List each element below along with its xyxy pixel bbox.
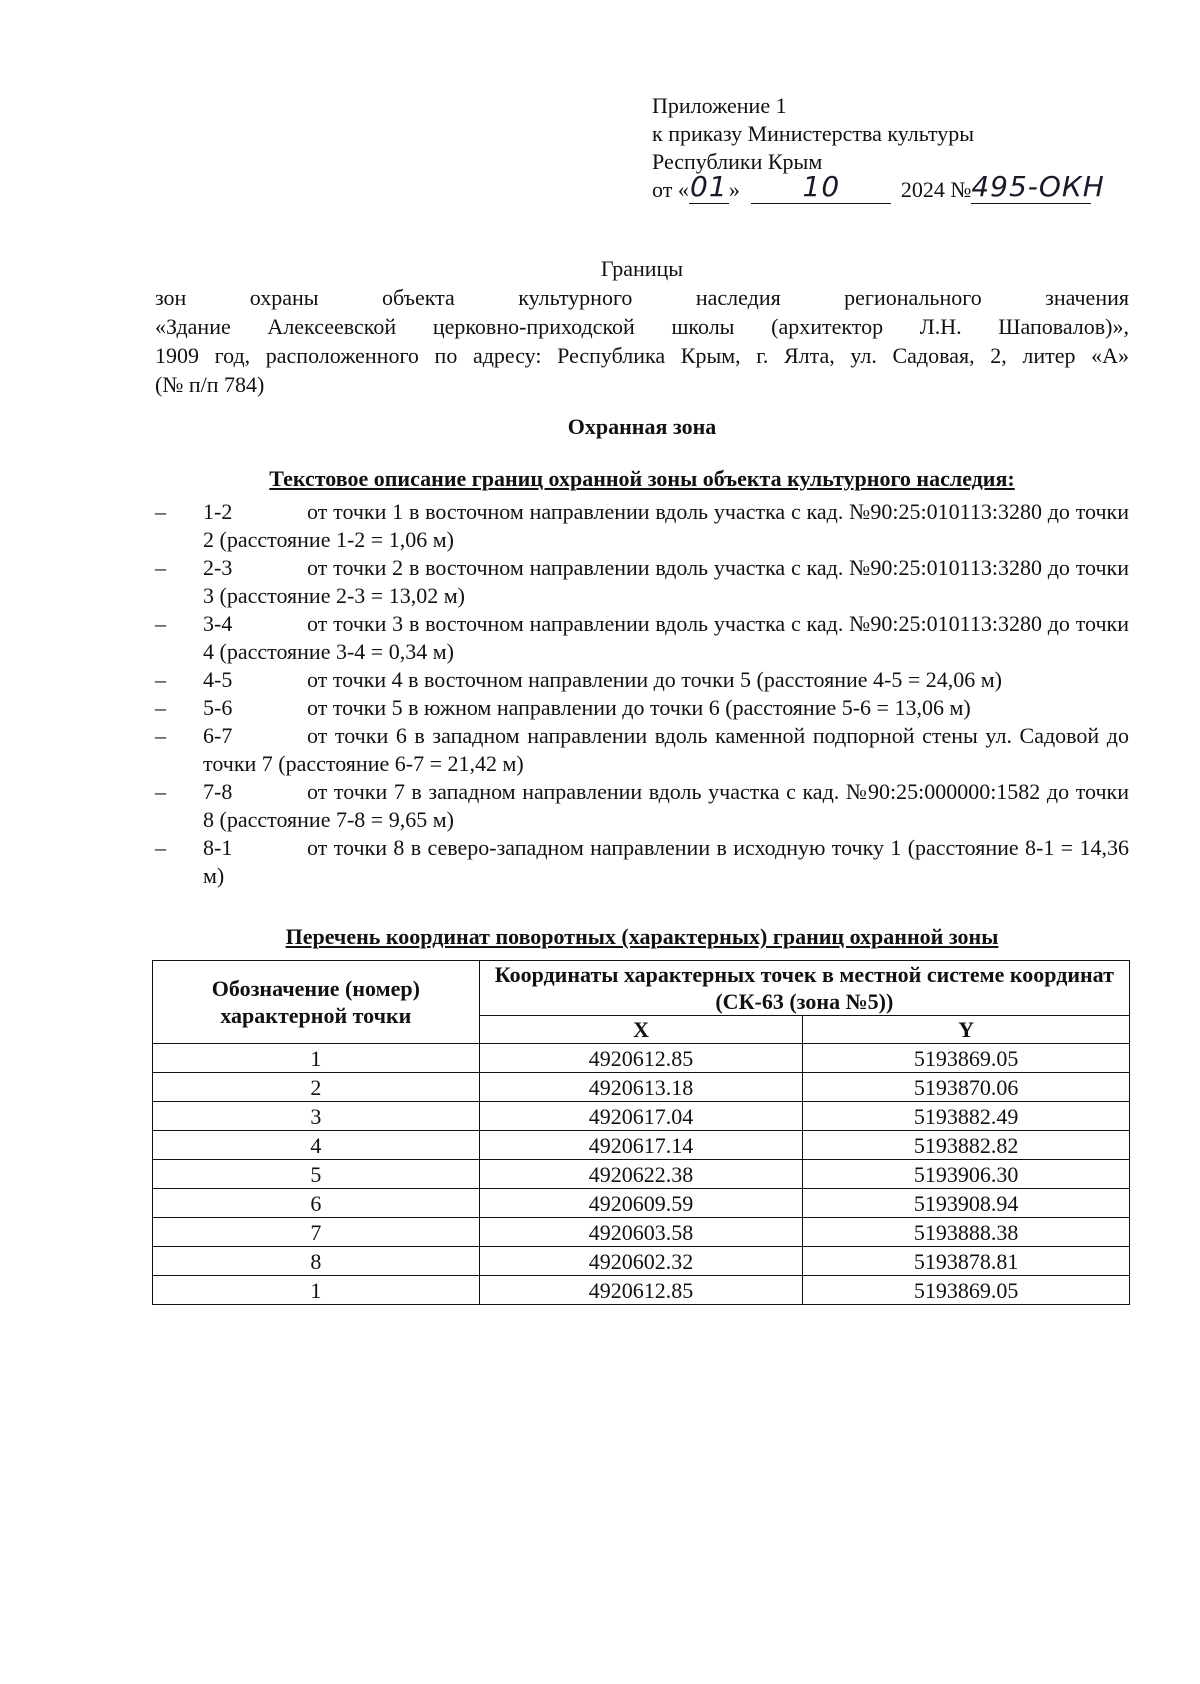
y-value: 5193908.94 [803,1189,1130,1218]
handwritten-order-number: 495-ОКН [971,170,1105,203]
document-title [155,254,1129,399]
segment-code: 3-4 [203,611,233,636]
day-close: » [728,177,740,202]
month-blank [751,170,891,204]
handwritten-month: 10 [802,170,841,203]
segment-item [155,722,1129,778]
x-value: 4920613.18 [479,1073,803,1102]
segment-text: от точки 3 в восточном направлении вдоль участка с кад. №90:25:010113:3280 до точки 4 (расстояние 3-4 = 0,34 м) [203,611,1129,664]
y-header: Y [803,1016,1130,1044]
x-value: 4920617.04 [479,1102,803,1131]
title-line-2: «Здание Алексеевской церковно-приходской школы (архитектор Л.Н. Шаповалов)», [155,314,1129,339]
table-row [153,1131,1130,1160]
handwritten-day: 01 [690,170,728,203]
y-value: 5193882.82 [803,1131,1130,1160]
segment-code: 8-1 [203,835,233,860]
segment-code: 5-6 [203,695,233,720]
segment-text: от точки 4 в восточном направлении до точки 5 (расстояние 4-5 = 24,06 м) [307,667,1002,692]
date-prefix: от « [652,177,689,202]
point-number: 6 [153,1189,480,1218]
segment-item [155,610,1129,666]
table-row [153,1160,1130,1189]
segment-text: от точки 5 в южном направлении до точки 6 (расстояние 5-6 = 13,06 м) [307,695,971,720]
segment-item [155,666,1129,694]
zone-heading: Охранная зона [567,414,717,439]
segment-item [155,778,1129,834]
y-value: 5193888.38 [803,1218,1130,1247]
point-number-header: Обозначение (номер) характерной точки [153,961,480,1044]
appendix-line-3: Республики Крым [652,149,823,174]
x-value: 4920617.14 [479,1131,803,1160]
segment-code: 4-5 [203,667,233,692]
table-row [153,1073,1130,1102]
coordinates-table [152,960,1130,1305]
y-value: 5193870.06 [803,1073,1130,1102]
x-header: X [479,1016,803,1044]
y-value: 5193869.05 [803,1044,1130,1073]
segment-list [155,498,1129,890]
number-blank [971,170,1105,204]
point-number: 4 [153,1131,480,1160]
x-value: 4920622.38 [479,1160,803,1189]
point-number: 1 [153,1276,480,1305]
list-dash: – [155,695,166,720]
table-row [153,1102,1130,1131]
table-row [153,1247,1130,1276]
y-value: 5193882.49 [803,1102,1130,1131]
appendix-line-2: к приказу Министерства культуры [652,121,975,146]
point-number: 5 [153,1160,480,1189]
segment-item [155,834,1129,890]
segment-item [155,498,1129,554]
text-description-heading: Текстовое описание границ охранной зоны объекта культурного наследия: [269,466,1015,491]
y-value: 5193906.30 [803,1160,1130,1189]
table-row [153,1276,1130,1305]
table-row [153,1189,1130,1218]
segment-code: 2-3 [203,555,233,580]
segment-item [155,694,1129,722]
list-dash: – [155,835,166,860]
list-dash: – [155,611,166,636]
day-blank [689,170,729,204]
x-value: 4920603.58 [479,1218,803,1247]
point-number: 7 [153,1218,480,1247]
segment-code: 1-2 [203,499,233,524]
appendix-header [652,92,1105,204]
segment-text: от точки 7 в западном направлении вдоль участка с кад. №90:25:000000:1582 до точки 8 (расстояние 7-8 = 9,65 м) [203,779,1129,832]
title-word: Границы [600,256,684,281]
order-date-line [652,170,1105,204]
list-dash: – [155,723,166,748]
y-value: 5193869.05 [803,1276,1130,1305]
point-number: 8 [153,1247,480,1276]
point-number: 1 [153,1044,480,1073]
list-dash: – [155,499,166,524]
list-dash: – [155,555,166,580]
y-value: 5193878.81 [803,1247,1130,1276]
segment-code: 7-8 [203,779,233,804]
coordinates-heading: Перечень координат поворотных (характерных) границ охранной зоны [285,924,999,949]
list-dash: – [155,667,166,692]
year-and-number: 2024 № [900,177,972,202]
table-row [153,1218,1130,1247]
x-value: 4920612.85 [479,1276,803,1305]
segment-text: от точки 6 в западном направлении вдоль каменной подпорной стены ул. Садовой до точки 7 (расстояние 6-7 = 21,42 м) [203,723,1129,776]
segment-item [155,554,1129,610]
title-line-4: (№ п/п 784) [155,372,265,397]
title-line-1: зон охраны объекта культурного наследия регионального значения [155,285,1129,310]
list-dash: – [155,779,166,804]
table-row [153,1044,1130,1073]
segment-code: 6-7 [203,723,233,748]
coordinates-header: Координаты характерных точек в местной системе координат (СК-63 (зона №5)) [479,961,1129,1016]
segment-text: от точки 1 в восточном направлении вдоль участка с кад. №90:25:010113:3280 до точки 2 (расстояние 1-2 = 1,06 м) [203,499,1129,552]
point-number: 3 [153,1102,480,1131]
segment-text: от точки 2 в восточном направлении вдоль участка с кад. №90:25:010113:3280 до точки 3 (расстояние 2-3 = 13,02 м) [203,555,1129,608]
appendix-line-1: Приложение 1 [652,93,787,118]
x-value: 4920612.85 [479,1044,803,1073]
title-line-3: 1909 год, расположенного по адресу: Республика Крым, г. Ялта, ул. Садовая, 2, литер «А» [155,343,1129,368]
point-number: 2 [153,1073,480,1102]
x-value: 4920609.59 [479,1189,803,1218]
segment-text: от точки 8 в северо-западном направлении в исходную точку 1 (расстояние 8-1 = 14,36 м) [203,835,1129,888]
x-value: 4920602.32 [479,1247,803,1276]
